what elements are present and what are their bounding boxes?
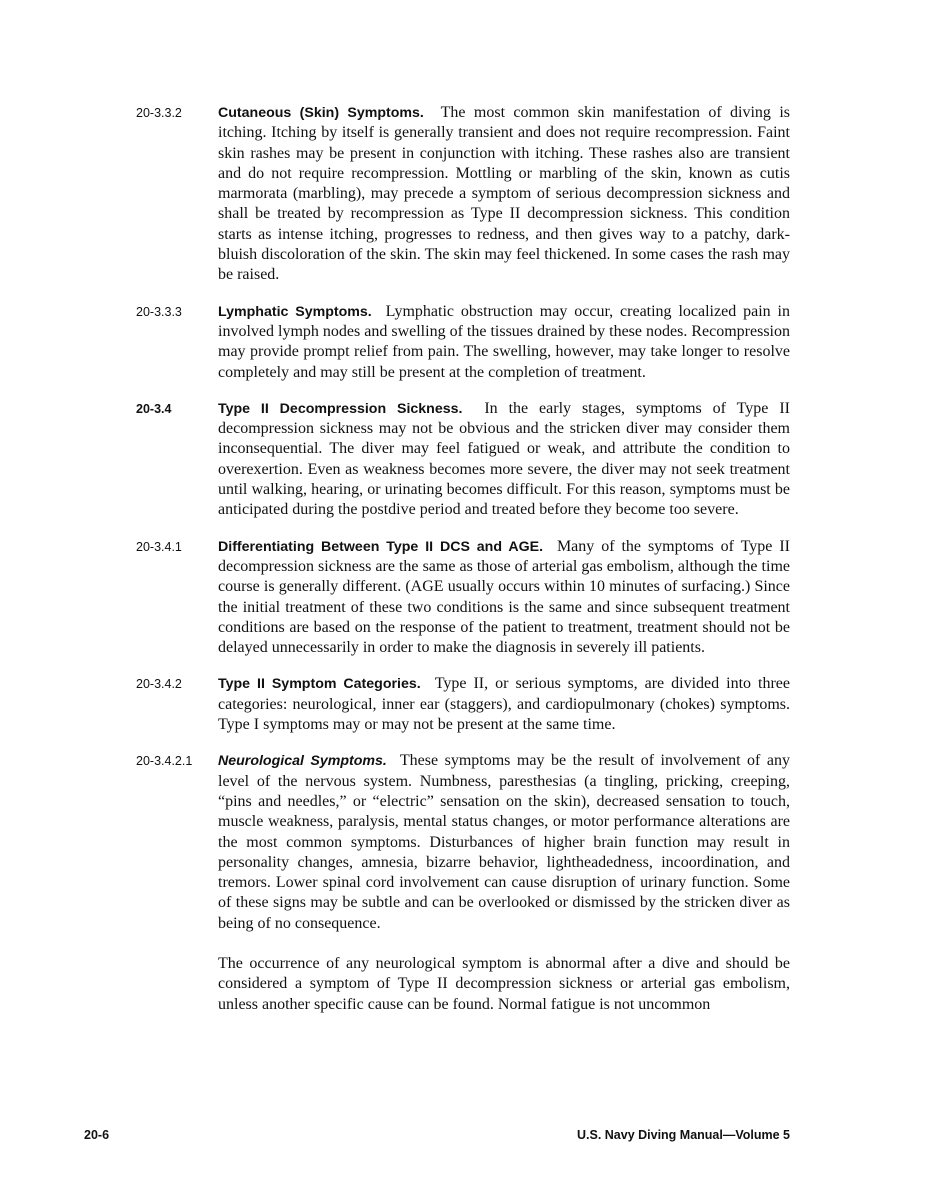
paragraph — [218, 103, 790, 286]
paragraph-text: In the early stages, symptoms of Type II decompression sickness may not be obvious and the stricken diver may consider them inconsequential. The diver may feel fatigued or weak, and attribute the condition to overexertion. Even as weakness becomes more severe, the diver may not seek treatment until walking, hearing, or urinating becomes difficult. For this reason, symptoms must be anticipated during the postdive period and treated before they become too severe. — [218, 399, 790, 519]
paragraph-text: These symptoms may be the result of involvement of any level of the nervous system. Numbness, paresthesias (a tingling, pricking, creeping, “pins and needles,” or “electric” sensation on the skin), decreased sensation to touch, muscle weakness, paralysis, mental status changes, or motor performance alterations are the most common symptoms. Disturbances of higher brain function may result in personality changes, amnesia, bizarre behavior, lightheadedness, incoordination, and tremors. Lower spinal cord involvement can cause disruption of urinary function. Some of these signs may be subtle and can be overlooked or dismissed by the stricken diver as being of no consequence. — [218, 752, 790, 932]
section-title: Lymphatic Symptoms. — [218, 303, 372, 320]
section-body — [218, 537, 790, 659]
section-title: Neurological Symptoms. — [218, 753, 387, 770]
page-number: 20-6 — [84, 1128, 110, 1142]
paragraph-text: The most common skin manifestation of diving is itching. Itching by itself is generally transient and does not require recompression. Faint skin rashes may be present in conjunction with itching. These rashes also are transient and do not require recompression. Mottling or marbling of the skin, known as cutis marmorata (marbling), may precede a symptom of serious decompression sickness and shall be treated by recompression as Type II decompression sickness. This condition starts as intense itching, progresses to redness, and then gives way to a patchy, dark-bluish discoloration of the skin. The skin may feel thickened. In some cases the rash may be raised. — [218, 104, 790, 284]
paragraph — [218, 302, 790, 383]
manual-title: U.S. Navy Diving Manual—Volume 5 — [576, 1128, 790, 1142]
section-title: Type II Symptom Categories. — [218, 676, 421, 693]
paragraph — [218, 751, 790, 934]
paragraph — [218, 399, 790, 521]
section-title: Differentiating Between Type II DCS and AGE. — [218, 538, 544, 555]
section-title: Type II Decompression Sickness. — [218, 400, 463, 417]
paragraph — [218, 954, 790, 1015]
section-list — [0, 103, 926, 1031]
section-number: 20-3.4.2 — [136, 677, 182, 692]
section-body — [218, 674, 790, 735]
section-number: 20-3.3.3 — [136, 304, 182, 319]
section-differentiating-dcs-age — [0, 537, 926, 659]
paragraph-text: Many of the symptoms of Type II decompression sickness are the same as those of arterial gas embolism, although the time course is generally different. (AGE usually occurs within 10 minutes of surfacing.) Since the initial treatment of these two conditions is the same and since subsequent treatment conditions are based on the response of the patient to treatment, treatment should not be delayed unnecessarily in order to make the diagnosis in severely ill patients. — [218, 537, 791, 657]
paragraph — [218, 537, 790, 659]
section-lymphatic-symptoms — [0, 302, 926, 383]
section-body — [218, 751, 790, 1015]
section-type-ii-dcs — [0, 399, 926, 521]
section-number: 20-3.4.1 — [136, 539, 182, 554]
section-body — [218, 103, 790, 286]
section-number: 20-3.4 — [136, 401, 172, 416]
paragraph — [218, 674, 790, 735]
section-neurological-symptoms — [0, 751, 926, 1015]
section-title: Cutaneous (Skin) Symptoms. — [218, 105, 424, 121]
section-cutaneous-symptoms — [0, 103, 926, 286]
section-number: 20-3.3.2 — [136, 106, 182, 120]
section-body — [218, 302, 790, 383]
paragraph-text: Type II, or serious symptoms, are divided into three categories: neurological, inner ear (staggers), and cardiopulmonary (chokes) symptoms. Type I symptoms may or may not be present at the same time. — [218, 675, 791, 734]
section-body — [218, 399, 790, 521]
section-type-ii-symptom-categories — [0, 674, 926, 735]
section-number: 20-3.4.2.1 — [136, 754, 193, 769]
paragraph-text: Lymphatic obstruction may occur, creating localized pain in involved lymph nodes and swelling of the tissues drained by these nodes. Recompression may provide prompt relief from pain. The swelling, however, may take longer to resolve completely and may still be present at the completion of treatment. — [218, 302, 791, 381]
paragraph-text: The occurrence of any neurological symptom is abnormal after a dive and should be considered a symptom of Type II decompression sickness or arterial gas embolism, unless another specific cause can be found. Normal fatigue is not uncommon — [218, 954, 790, 1013]
